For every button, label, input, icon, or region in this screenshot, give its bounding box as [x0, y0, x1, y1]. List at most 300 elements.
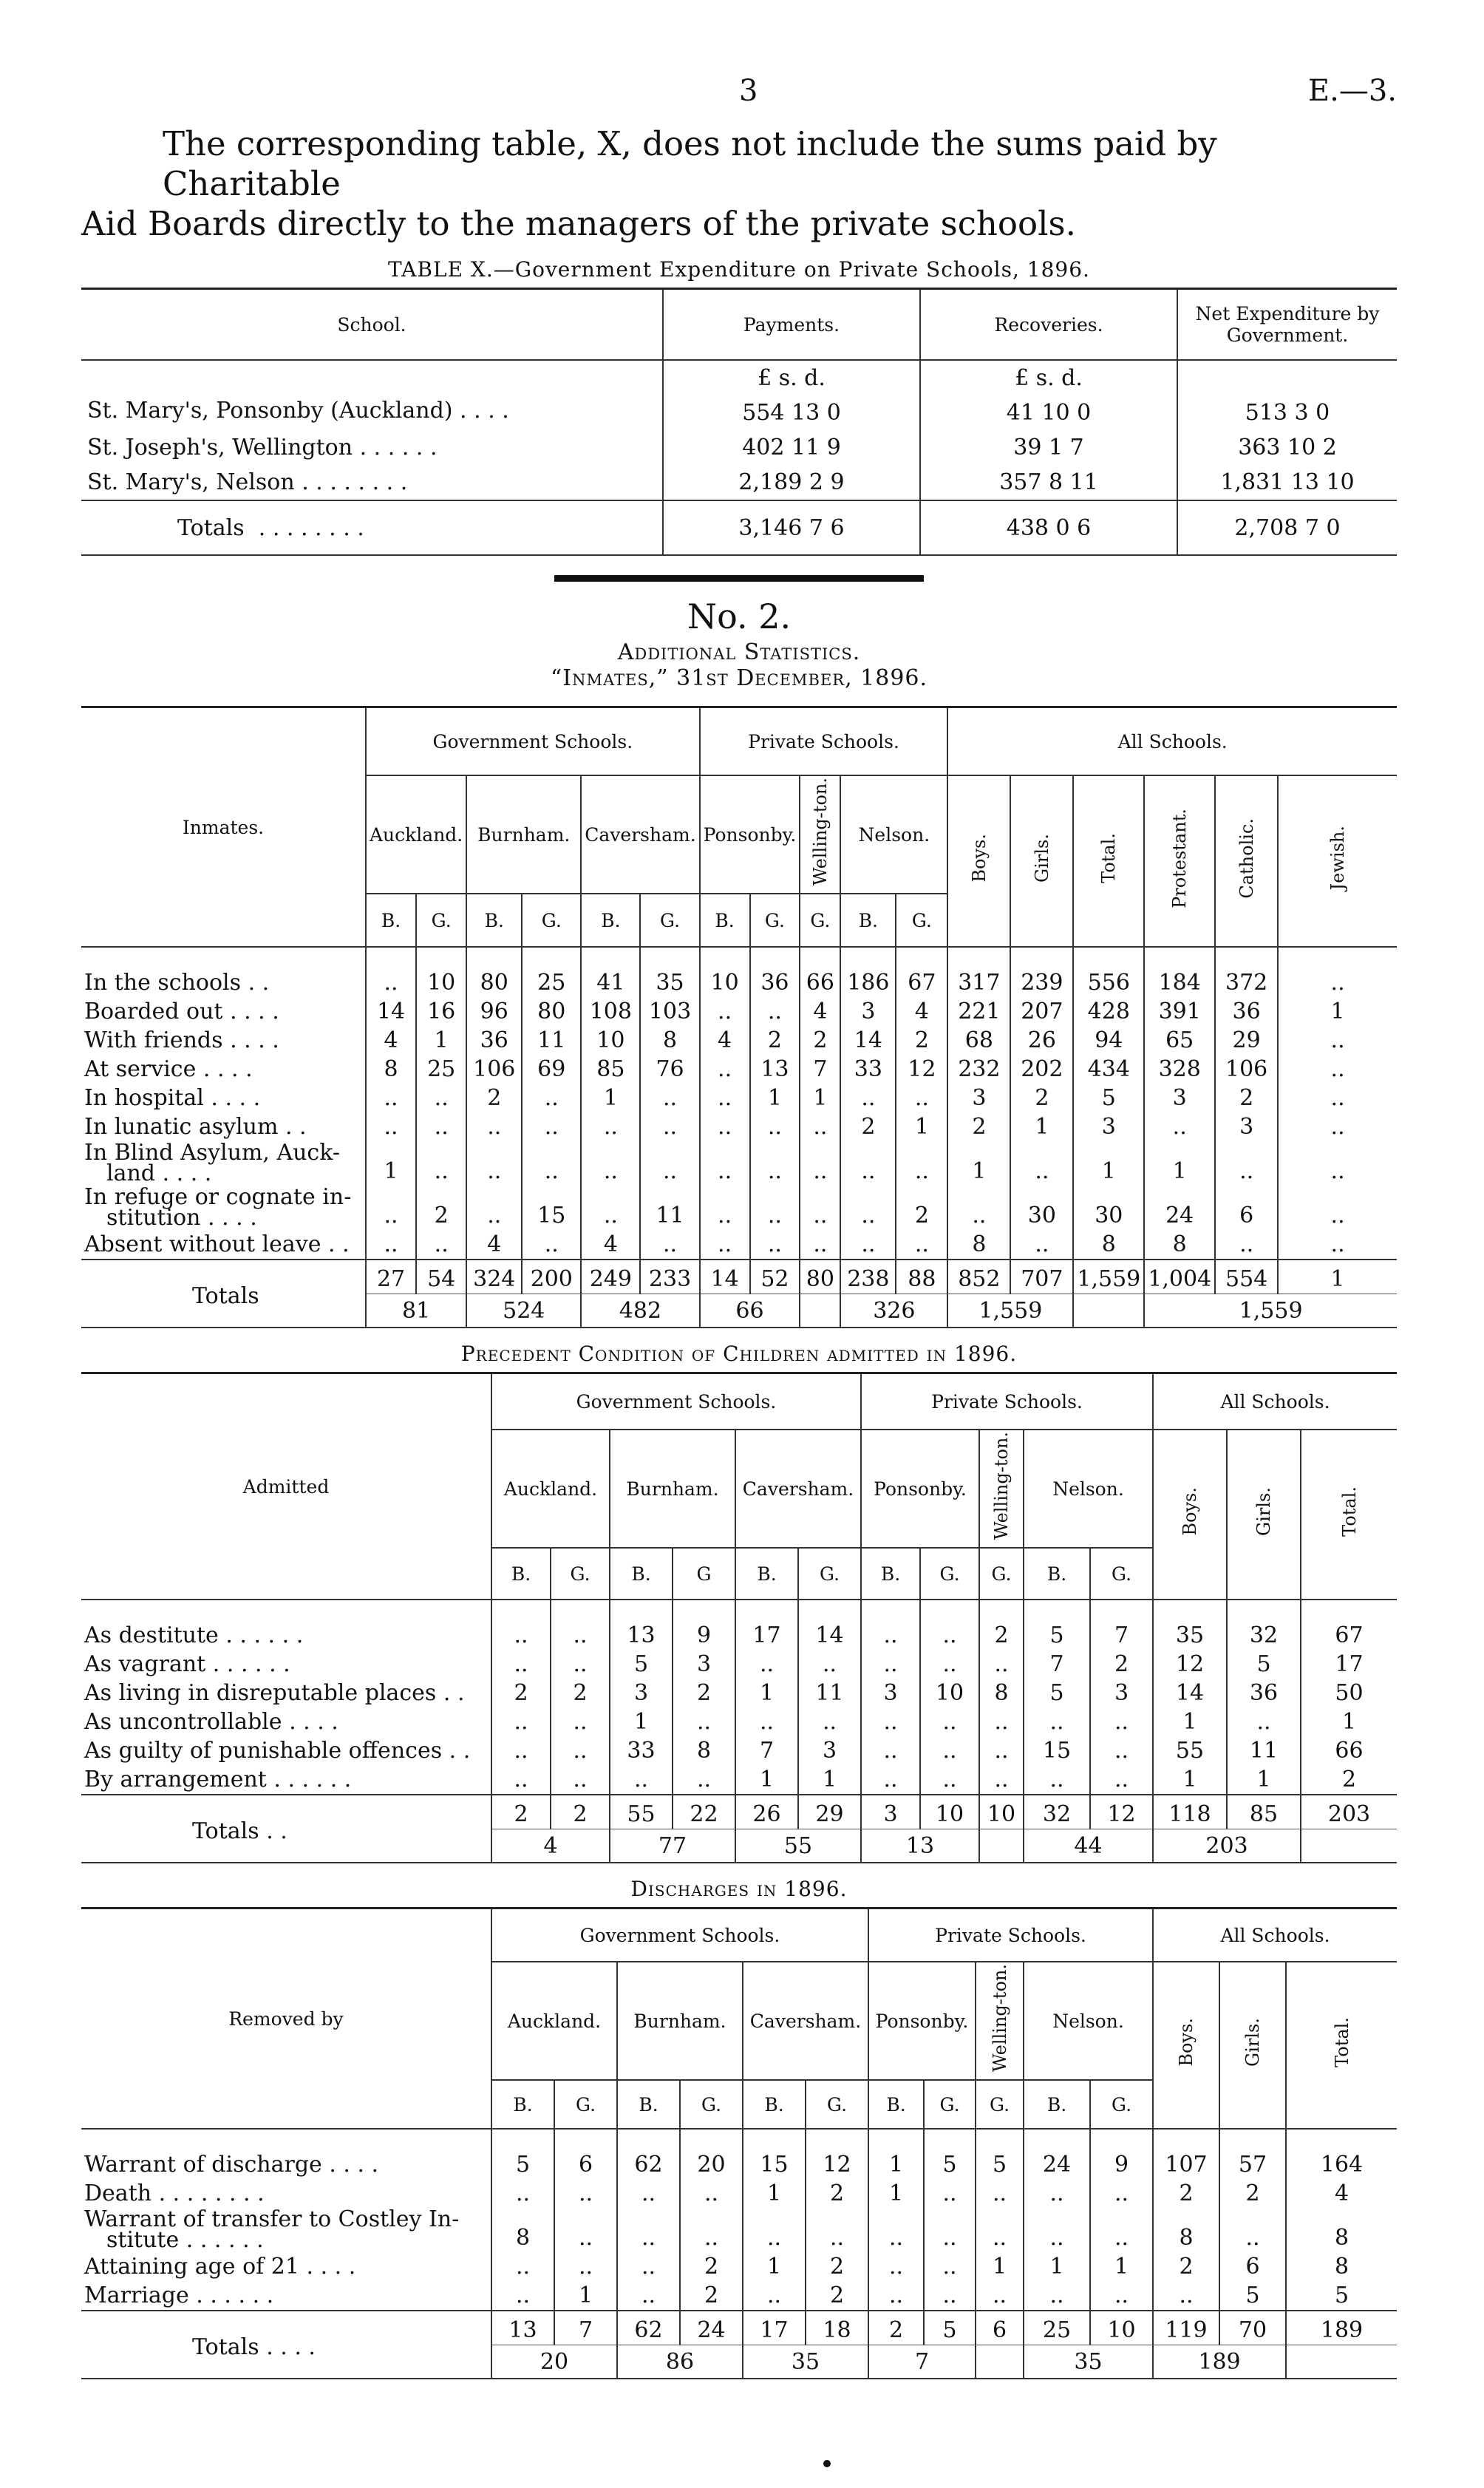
value-cell: 3	[840, 997, 896, 1026]
value-cell: ..	[979, 1650, 1024, 1679]
value-cell: 221	[947, 997, 1010, 1026]
sex-header: G.	[1090, 2080, 1153, 2129]
table-row	[81, 1112, 1397, 1141]
value-cell: 428	[1073, 997, 1144, 1026]
value-cell: 5	[924, 2150, 976, 2179]
row-label: As living in disreputable places	[84, 1679, 437, 1706]
value-cell: 33	[840, 1055, 896, 1084]
value-cell: ..	[466, 1186, 522, 1230]
total-cell: 119	[1153, 2311, 1219, 2345]
value-cell: ..	[491, 1765, 551, 1795]
value-cell: 2	[1219, 2179, 1286, 2208]
leader-dots: . . . .	[202, 1056, 253, 1082]
col-header-recoveries: Recoveries.	[920, 289, 1177, 361]
admitted-caption: Precedent Condition of Children admitted in 1896.	[460, 1342, 1018, 1367]
table-row	[81, 1736, 1397, 1765]
sex-header: G.	[750, 894, 800, 947]
leader-dots: . . . . . .	[186, 2180, 265, 2206]
value-cell: 239	[1010, 968, 1073, 997]
subtotal-ponsonby: 7	[914, 2348, 930, 2375]
value-cell: 1	[735, 1765, 798, 1795]
group-header-government: Government Schools.	[491, 1373, 861, 1430]
value-cell: ..	[800, 1112, 840, 1141]
value-cell: ..	[798, 1650, 861, 1679]
value-cell: 30	[1073, 1186, 1144, 1230]
value-cell: 7	[1090, 1621, 1153, 1650]
value-cell: ..	[1090, 1707, 1153, 1736]
row-label-header: Inmates.	[182, 816, 265, 838]
recoveries-cell: 39 1 7	[920, 430, 1177, 465]
value-cell: ..	[735, 1707, 798, 1736]
row-label: At service	[84, 1056, 197, 1082]
value-cell: ..	[750, 1141, 800, 1186]
school-header-wellington: Welling-ton.	[991, 1432, 1012, 1540]
value-cell: 2	[680, 2281, 743, 2311]
value-cell: ..	[416, 1230, 466, 1260]
value-cell: ..	[1278, 1141, 1397, 1186]
subtotal-caversham: 55	[783, 1832, 813, 1859]
value-cell: 33	[610, 1736, 673, 1765]
value-cell: ..	[750, 1186, 800, 1230]
value-cell: ..	[924, 2208, 976, 2252]
total-cell: 85	[1227, 1795, 1301, 1829]
value-cell: ..	[868, 2281, 924, 2311]
value-cell: ..	[491, 1621, 551, 1650]
row-label-cont: stitute	[106, 2227, 180, 2254]
total-cell: 88	[896, 1260, 947, 1294]
all-header-total: Total.	[1098, 833, 1120, 883]
leader-dots: . . . .	[329, 2151, 379, 2178]
subtotal-ponsonby: 13	[905, 1832, 935, 1859]
value-cell: 20	[680, 2150, 743, 2179]
value-cell: ..	[700, 1141, 750, 1186]
table-row	[81, 997, 1397, 1026]
sex-header: B.	[743, 2080, 806, 2129]
value-cell: 2	[1153, 2179, 1219, 2208]
value-cell: 96	[466, 997, 522, 1026]
net-cell: 1,831 13 10	[1177, 465, 1397, 500]
table-row	[81, 1707, 1397, 1736]
value-cell: 2	[1010, 1084, 1073, 1112]
sex-header: B.	[366, 894, 416, 947]
table-row	[81, 1650, 1397, 1679]
value-cell: ..	[366, 968, 416, 997]
col-header-school: School.	[337, 313, 406, 336]
leader-dots: . . . .	[208, 1205, 257, 1231]
value-cell: 1	[896, 1112, 947, 1141]
value-cell: ..	[1024, 1707, 1090, 1736]
row-label: As guilty of punishable offences	[84, 1737, 443, 1764]
total-cell: 554	[1215, 1260, 1278, 1294]
value-cell: 5	[491, 2150, 554, 2179]
subtotal-boys_girls: 1,559	[978, 1297, 1043, 1324]
value-cell: ..	[1090, 1736, 1153, 1765]
value-cell: ..	[554, 2208, 617, 2252]
sex-header: G.	[806, 2080, 868, 2129]
value-cell: ..	[979, 1736, 1024, 1765]
row-label-cont: stitution	[106, 1205, 201, 1231]
value-cell: ..	[466, 1112, 522, 1141]
total-cell: 22	[673, 1795, 735, 1829]
total-cell: 2	[491, 1795, 551, 1829]
value-cell: ..	[1278, 968, 1397, 997]
value-cell: ..	[366, 1084, 416, 1112]
subtotal-burnham: 524	[503, 1297, 545, 1324]
value-cell: 15	[743, 2150, 806, 2179]
value-cell: ..	[673, 1765, 735, 1795]
value-cell: 8	[491, 2208, 554, 2252]
table-row	[81, 1186, 1397, 1230]
payments-total: 3,146 7 6	[663, 500, 920, 555]
value-cell: ..	[416, 1084, 466, 1112]
value-cell: ..	[551, 1621, 610, 1650]
school-header-wellington: Welling-ton.	[989, 1964, 1010, 2073]
value-cell: ..	[800, 1141, 840, 1186]
all-header-protestant: Protestant.	[1169, 808, 1191, 908]
value-cell: 2	[491, 1679, 551, 1707]
document-code: E.—3.	[1307, 74, 1397, 108]
value-cell: ..	[1024, 2208, 1090, 2252]
subtotal-ponsonby: 66	[735, 1297, 764, 1324]
value-cell: ..	[861, 1707, 920, 1736]
value-cell: ..	[1153, 2281, 1219, 2311]
value-cell: ..	[840, 1141, 896, 1186]
value-cell: 12	[806, 2150, 868, 2179]
value-cell: ..	[491, 1650, 551, 1679]
value-cell: 5	[1073, 1084, 1144, 1112]
value-cell: 7	[735, 1736, 798, 1765]
all-header-boys: Boys.	[968, 834, 990, 883]
value-cell: ..	[617, 2208, 680, 2252]
school-header-ponsonby: Ponsonby.	[700, 775, 800, 894]
inmates-table	[81, 706, 1397, 1328]
table-row	[81, 2252, 1397, 2281]
value-cell: 1	[366, 1141, 416, 1186]
value-cell: ..	[522, 1084, 581, 1112]
sex-header: B.	[466, 894, 522, 947]
leader-dots: . . . . . . . .	[258, 514, 364, 541]
school-name: St. Mary's, Nelson	[87, 469, 295, 495]
school-header-burnham: Burnham.	[617, 1962, 743, 2080]
subtotal-nelson: 44	[1074, 1832, 1103, 1859]
value-cell: 5	[1024, 1621, 1090, 1650]
value-cell: 41	[581, 968, 640, 997]
value-cell: 9	[1090, 2150, 1153, 2179]
table-row	[81, 395, 1397, 430]
currency-header: £ s. d.	[663, 360, 920, 395]
table-row	[81, 2179, 1397, 2208]
row-label-cont: land	[106, 1160, 156, 1187]
value-cell: 1	[976, 2252, 1024, 2281]
value-cell: ..	[1278, 1026, 1397, 1055]
value-cell: 372	[1215, 968, 1278, 997]
subtotal-caversham: 482	[619, 1297, 662, 1324]
leader-dots: . .	[449, 1737, 471, 1764]
col-header-net: Net Expenditure by Government.	[1177, 289, 1397, 361]
value-cell: 328	[1144, 1055, 1215, 1084]
sex-header: G.	[416, 894, 466, 947]
all-header-boys: Boys.	[1176, 2018, 1197, 2067]
total-cell: 24	[680, 2311, 743, 2345]
table-row	[81, 1621, 1397, 1650]
value-cell: 62	[617, 2150, 680, 2179]
value-cell: 317	[947, 968, 1010, 997]
school-header-burnham: Burnham.	[610, 1430, 735, 1548]
payments-cell: 402 11 9	[663, 430, 920, 465]
page-number: 3	[739, 74, 758, 108]
value-cell: 10	[581, 1026, 640, 1055]
sex-header: G.	[800, 894, 840, 947]
recoveries-total: 438 0 6	[920, 500, 1177, 555]
all-header-girls: Girls.	[1242, 2018, 1263, 2067]
leader-dots: . . . .	[289, 1708, 338, 1735]
leader-dots: . .	[258, 998, 279, 1024]
subtotal-all: 203	[1205, 1832, 1248, 1859]
value-cell: 202	[1010, 1055, 1073, 1084]
value-cell: 12	[1153, 1650, 1227, 1679]
total-cell: 18	[806, 2311, 868, 2345]
sex-header: G.	[554, 2080, 617, 2129]
school-header-wellington: Welling-ton.	[809, 778, 831, 886]
table-row	[81, 1026, 1397, 1055]
value-cell: ..	[581, 1112, 640, 1141]
total-cell: 118	[1153, 1795, 1227, 1829]
value-cell: 69	[522, 1055, 581, 1084]
value-cell: ..	[896, 1230, 947, 1260]
value-cell: 1	[947, 1141, 1010, 1186]
value-cell: 186	[840, 968, 896, 997]
value-cell: 1	[1073, 1141, 1144, 1186]
total-cell: 14	[700, 1260, 750, 1294]
value-cell: 7	[800, 1055, 840, 1084]
group-header-government: Government Schools.	[491, 1909, 868, 1962]
value-cell: ..	[466, 1141, 522, 1186]
value-cell: ..	[743, 2281, 806, 2311]
value-cell: ..	[976, 2281, 1024, 2311]
value-cell: 76	[640, 1055, 699, 1084]
row-label-header: Removed by	[228, 2008, 344, 2030]
value-cell: 17	[1301, 1650, 1397, 1679]
value-cell: 12	[896, 1055, 947, 1084]
subtotal-auckland: 20	[540, 2348, 569, 2375]
page-mark	[823, 2460, 831, 2467]
value-cell: ..	[1219, 2208, 1286, 2252]
subtotal-caversham: 35	[791, 2348, 820, 2375]
value-cell: 55	[1153, 1736, 1227, 1765]
school-name: St. Mary's, Ponsonby (Auckland)	[87, 398, 453, 424]
school-header-caversham: Caversham.	[581, 775, 699, 894]
value-cell: ..	[640, 1084, 699, 1112]
discharges-table	[81, 1907, 1397, 2379]
value-cell: 11	[1227, 1736, 1301, 1765]
value-cell: 13	[610, 1621, 673, 1650]
totals-row	[81, 2311, 1397, 2345]
inmates-caption: “Inmates,” 31st December, 1896.	[550, 665, 928, 691]
value-cell: ..	[750, 997, 800, 1026]
group-header-private: Private Schools.	[861, 1373, 1153, 1430]
table-row	[81, 1230, 1397, 1260]
value-cell: ..	[1278, 1112, 1397, 1141]
value-cell: 2	[979, 1621, 1024, 1650]
value-cell: 164	[1286, 2150, 1397, 2179]
value-cell: ..	[491, 2252, 554, 2281]
net-total: 2,708 7 0	[1177, 500, 1397, 555]
value-cell: 6	[1215, 1186, 1278, 1230]
sex-header: B.	[491, 1548, 551, 1600]
value-cell: ..	[554, 2179, 617, 2208]
leader-dots: . .	[443, 1679, 465, 1706]
sex-header: B.	[610, 1548, 673, 1600]
value-cell: ..	[640, 1141, 699, 1186]
totals-row	[81, 1260, 1397, 1294]
table-row	[81, 1679, 1397, 1707]
value-cell: ..	[1215, 1141, 1278, 1186]
value-cell: 5	[976, 2150, 1024, 2179]
value-cell: 36	[1215, 997, 1278, 1026]
group-header-private: Private Schools.	[700, 707, 948, 776]
sex-header: B.	[491, 2080, 554, 2129]
leader-dots: . . . . . . . .	[302, 469, 408, 495]
value-cell: ..	[924, 2281, 976, 2311]
net-cell: 513 3 0	[1177, 395, 1397, 430]
value-cell: ..	[551, 1707, 610, 1736]
row-label: In Blind Asylum, Auck-	[84, 1140, 341, 1166]
value-cell: 29	[1215, 1026, 1278, 1055]
value-cell: 35	[640, 968, 699, 997]
all-header-catholic: Catholic.	[1236, 818, 1257, 899]
value-cell: 85	[581, 1055, 640, 1084]
value-cell: ..	[522, 1230, 581, 1260]
school-header-caversham: Caversham.	[743, 1962, 868, 2080]
intro-paragraph	[81, 124, 1397, 244]
value-cell: 2	[1301, 1765, 1397, 1795]
row-label: As destitute	[84, 1622, 219, 1648]
page-header	[81, 74, 1397, 118]
value-cell: ..	[617, 2281, 680, 2311]
value-cell: 1	[743, 2179, 806, 2208]
col-header-payments: Payments.	[663, 289, 920, 361]
value-cell: ..	[920, 1707, 979, 1736]
value-cell: ..	[868, 2208, 924, 2252]
value-cell: 8	[1286, 2208, 1397, 2252]
total-cell: 189	[1286, 2311, 1397, 2345]
section-divider	[554, 575, 924, 582]
value-cell: 1	[1024, 2252, 1090, 2281]
leader-dots: . .	[258, 1027, 279, 1053]
value-cell: 10	[700, 968, 750, 997]
total-cell: 62	[617, 2311, 680, 2345]
value-cell: 16	[416, 997, 466, 1026]
section-number: No. 2.	[687, 596, 792, 636]
total-cell: 1	[1278, 1260, 1397, 1294]
value-cell: 1	[735, 1679, 798, 1707]
total-cell: 52	[750, 1260, 800, 1294]
recoveries-cell: 41 10 0	[920, 395, 1177, 430]
section-title: Additional Statistics.	[617, 639, 861, 665]
table-row	[81, 1055, 1397, 1084]
total-cell: 10	[920, 1795, 979, 1829]
total-cell: 203	[1301, 1795, 1397, 1829]
sex-header: G.	[680, 2080, 743, 2129]
value-cell: ..	[1010, 1230, 1073, 1260]
subtotal-burnham: 77	[658, 1832, 687, 1859]
all-header-boys: Boys.	[1180, 1487, 1200, 1536]
value-cell: 14	[1153, 1679, 1227, 1707]
recoveries-cell: 357 8 11	[920, 465, 1177, 500]
value-cell: ..	[798, 1707, 861, 1736]
value-cell: 1	[1010, 1112, 1073, 1141]
leader-dots: . . . . . .	[212, 1651, 290, 1677]
value-cell: 1	[581, 1084, 640, 1112]
row-label: Warrant of transfer to Costley In-	[84, 2206, 460, 2233]
total-cell: 13	[491, 2311, 554, 2345]
value-cell: ..	[522, 1112, 581, 1141]
row-label: In hospital	[84, 1084, 204, 1111]
value-cell: 4	[1286, 2179, 1397, 2208]
subtotal-religion: 1,559	[1239, 1297, 1303, 1324]
value-cell: 103	[640, 997, 699, 1026]
table-x	[81, 288, 1397, 556]
subtotal-nelson: 35	[1074, 2348, 1103, 2375]
sex-header: G.	[551, 1548, 610, 1600]
value-cell: 24	[1024, 2150, 1090, 2179]
sex-header: B.	[868, 2080, 924, 2129]
sex-header: G.	[522, 894, 581, 947]
table-row	[81, 2208, 1397, 2252]
leader-dots: . . . . . .	[225, 1622, 304, 1648]
row-label: Death . .	[84, 2180, 180, 2206]
value-cell: ..	[551, 1765, 610, 1795]
sex-header: B.	[1024, 1548, 1090, 1600]
school-header-auckland: Auckland.	[491, 1430, 610, 1548]
value-cell: ..	[522, 1141, 581, 1186]
value-cell: 4	[581, 1230, 640, 1260]
value-cell: 1	[743, 2252, 806, 2281]
total-cell: 26	[735, 1795, 798, 1829]
value-cell: 6	[1219, 2252, 1286, 2281]
value-cell: 9	[673, 1621, 735, 1650]
total-cell: 238	[840, 1260, 896, 1294]
value-cell: ..	[840, 1084, 896, 1112]
total-cell: 32	[1024, 1795, 1090, 1829]
value-cell: 80	[466, 968, 522, 997]
value-cell: 106	[1215, 1055, 1278, 1084]
sex-header: B.	[735, 1548, 798, 1600]
value-cell: ..	[861, 1650, 920, 1679]
value-cell: 2	[750, 1026, 800, 1055]
value-cell: ..	[673, 1707, 735, 1736]
value-cell: 2	[1153, 2252, 1219, 2281]
value-cell: ..	[920, 1765, 979, 1795]
value-cell: 4	[466, 1230, 522, 1260]
total-cell: 27	[366, 1260, 416, 1294]
table-row	[81, 2150, 1397, 2179]
value-cell: ..	[1090, 2281, 1153, 2311]
all-header-girls: Girls.	[1253, 1487, 1274, 1537]
value-cell: ..	[1024, 1765, 1090, 1795]
value-cell: 3	[610, 1679, 673, 1707]
value-cell: 107	[1153, 2150, 1219, 2179]
totals-label: Totals	[192, 1282, 259, 1309]
value-cell: 10	[416, 968, 466, 997]
value-cell: ..	[920, 1736, 979, 1765]
total-cell: 80	[800, 1260, 840, 1294]
group-header-all: All Schools.	[947, 707, 1397, 776]
value-cell: ..	[1090, 2208, 1153, 2252]
leader-dots: . .	[248, 969, 270, 996]
value-cell: ..	[1090, 2179, 1153, 2208]
leader-dots: . . . .	[211, 1084, 261, 1111]
